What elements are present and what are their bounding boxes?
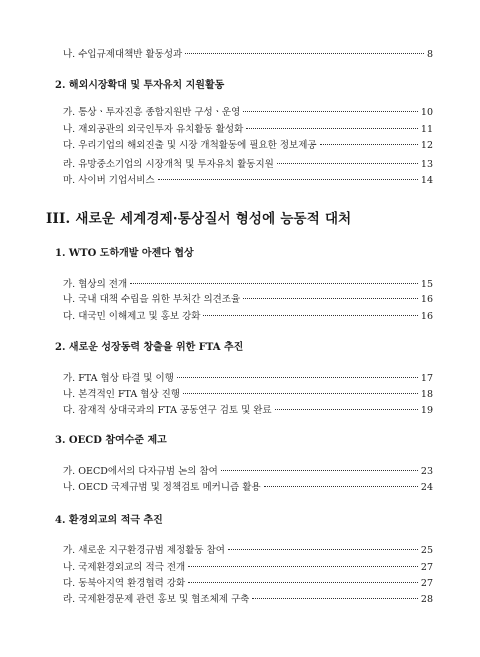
chapter-heading: III. 새로운 세계경제·통상질서 형성에 능동적 대처 [46,211,352,227]
toc-page-number: 24 [420,482,433,493]
toc-entry-label: 가. FTA 협상 타결 및 이행 [63,373,174,384]
dot-leader [183,393,418,394]
toc-entry-label: 나. 수입규제대책반 활동성과 [63,49,183,60]
toc-entry[interactable] [63,405,433,417]
toc-entry-label: 라. 국제환경문제 관련 홍보 및 협조체제 구축 [63,594,250,605]
toc-entry-label: 나. OECD 국제규범 및 정책검토 메커니즘 활용 [63,482,261,493]
toc-page-number: 23 [420,466,433,477]
toc-page-number: 17 [420,373,433,384]
toc-page-number: 8 [426,49,433,60]
dot-leader [228,549,418,550]
toc-entry[interactable] [63,562,433,574]
toc-entry[interactable] [63,49,433,61]
dot-leader [130,283,418,284]
dot-leader [188,582,418,583]
toc-entry[interactable] [63,107,433,119]
dot-leader [277,163,418,164]
toc-page-number: 18 [420,389,433,400]
dot-leader [177,377,418,378]
toc-page-number: 19 [420,405,433,416]
toc-entry-label: 나. 재외공관의 외국인투자 유치활동 활성화 [63,124,244,135]
toc-entry[interactable] [63,159,433,171]
toc-entry-label: 나. 본격적인 FTA 협상 진행 [63,389,180,400]
toc-page-number: 27 [420,578,433,589]
dot-leader [185,53,424,54]
toc-entry[interactable] [63,294,433,306]
dot-leader [252,598,418,599]
dot-leader [243,111,418,112]
toc-entry[interactable] [63,578,433,590]
toc-entry[interactable] [63,594,433,606]
toc-page-number: 28 [420,594,433,605]
toc-entry-label: 가. 협상의 전개 [63,279,128,290]
toc-entry-label: 다. 동북아지역 환경협력 강화 [63,578,186,589]
dot-leader [275,409,418,410]
toc-entry[interactable] [63,545,433,557]
toc-entry[interactable] [63,279,433,291]
dot-leader [188,566,418,567]
dot-leader [158,179,418,180]
toc-entry-label: 가. 통상ㆍ투자진흥 종합지원반 구성ㆍ운영 [63,107,241,118]
section-heading: 1. WTO 도하개발 아젠다 협상 [55,248,194,259]
toc-page-number: 15 [420,279,433,290]
toc-entry-label: 나. 국내 대책 수립을 위한 부처간 의견조율 [63,294,241,305]
toc-entry[interactable] [63,175,433,187]
toc-entry[interactable] [63,124,433,136]
section-heading: 2. 새로운 성장동력 창출을 위한 FTA 추진 [55,342,244,353]
dot-leader [246,128,418,129]
dot-leader [221,470,418,471]
toc-entry-label: 가. OECD에서의 다자규범 논의 참여 [63,466,218,477]
toc-page-number: 13 [420,159,433,170]
toc-page-number: 14 [420,175,433,186]
section-heading: 2. 해외시장확대 및 투자유치 지원활동 [55,80,225,91]
toc-entry[interactable] [63,482,433,494]
toc-entry[interactable] [63,311,433,323]
toc-entry[interactable] [63,140,433,152]
toc-page-number: 16 [420,294,433,305]
dot-leader [203,315,417,316]
dot-leader [243,298,418,299]
toc-entry-label: 라. 유망중소기업의 시장개척 및 투자유치 활동지원 [63,159,274,170]
toc-entry[interactable] [63,466,433,478]
toc-entry-label: 다. 우리기업의 해외진출 및 시장 개척활동에 필요한 정보제공 [63,140,317,151]
toc-entry[interactable] [63,389,433,401]
toc-page-number: 11 [420,124,433,135]
toc-page-number: 10 [420,107,433,118]
toc-entry-label: 마. 사이버 기업서비스 [63,175,155,186]
toc-page-number: 16 [420,311,433,322]
dot-leader [320,144,418,145]
toc-entry-label: 나. 국제환경외교의 적극 전개 [63,562,186,573]
dot-leader [264,486,418,487]
section-heading: 4. 환경외교의 적극 추진 [55,515,163,526]
toc-page-number: 27 [420,562,433,573]
section-heading: 3. OECD 참여수준 제고 [55,435,167,446]
toc-entry[interactable] [63,373,433,385]
toc-entry-label: 가. 새로운 지구환경규범 제정활동 참여 [63,545,225,556]
toc-page-number: 12 [420,140,433,151]
toc-entry-label: 다. 잠재적 상대국과의 FTA 공동연구 검토 및 완료 [63,405,272,416]
toc-entry-label: 다. 대국민 이해제고 및 홍보 강화 [63,311,201,322]
toc-page-number: 25 [420,545,433,556]
